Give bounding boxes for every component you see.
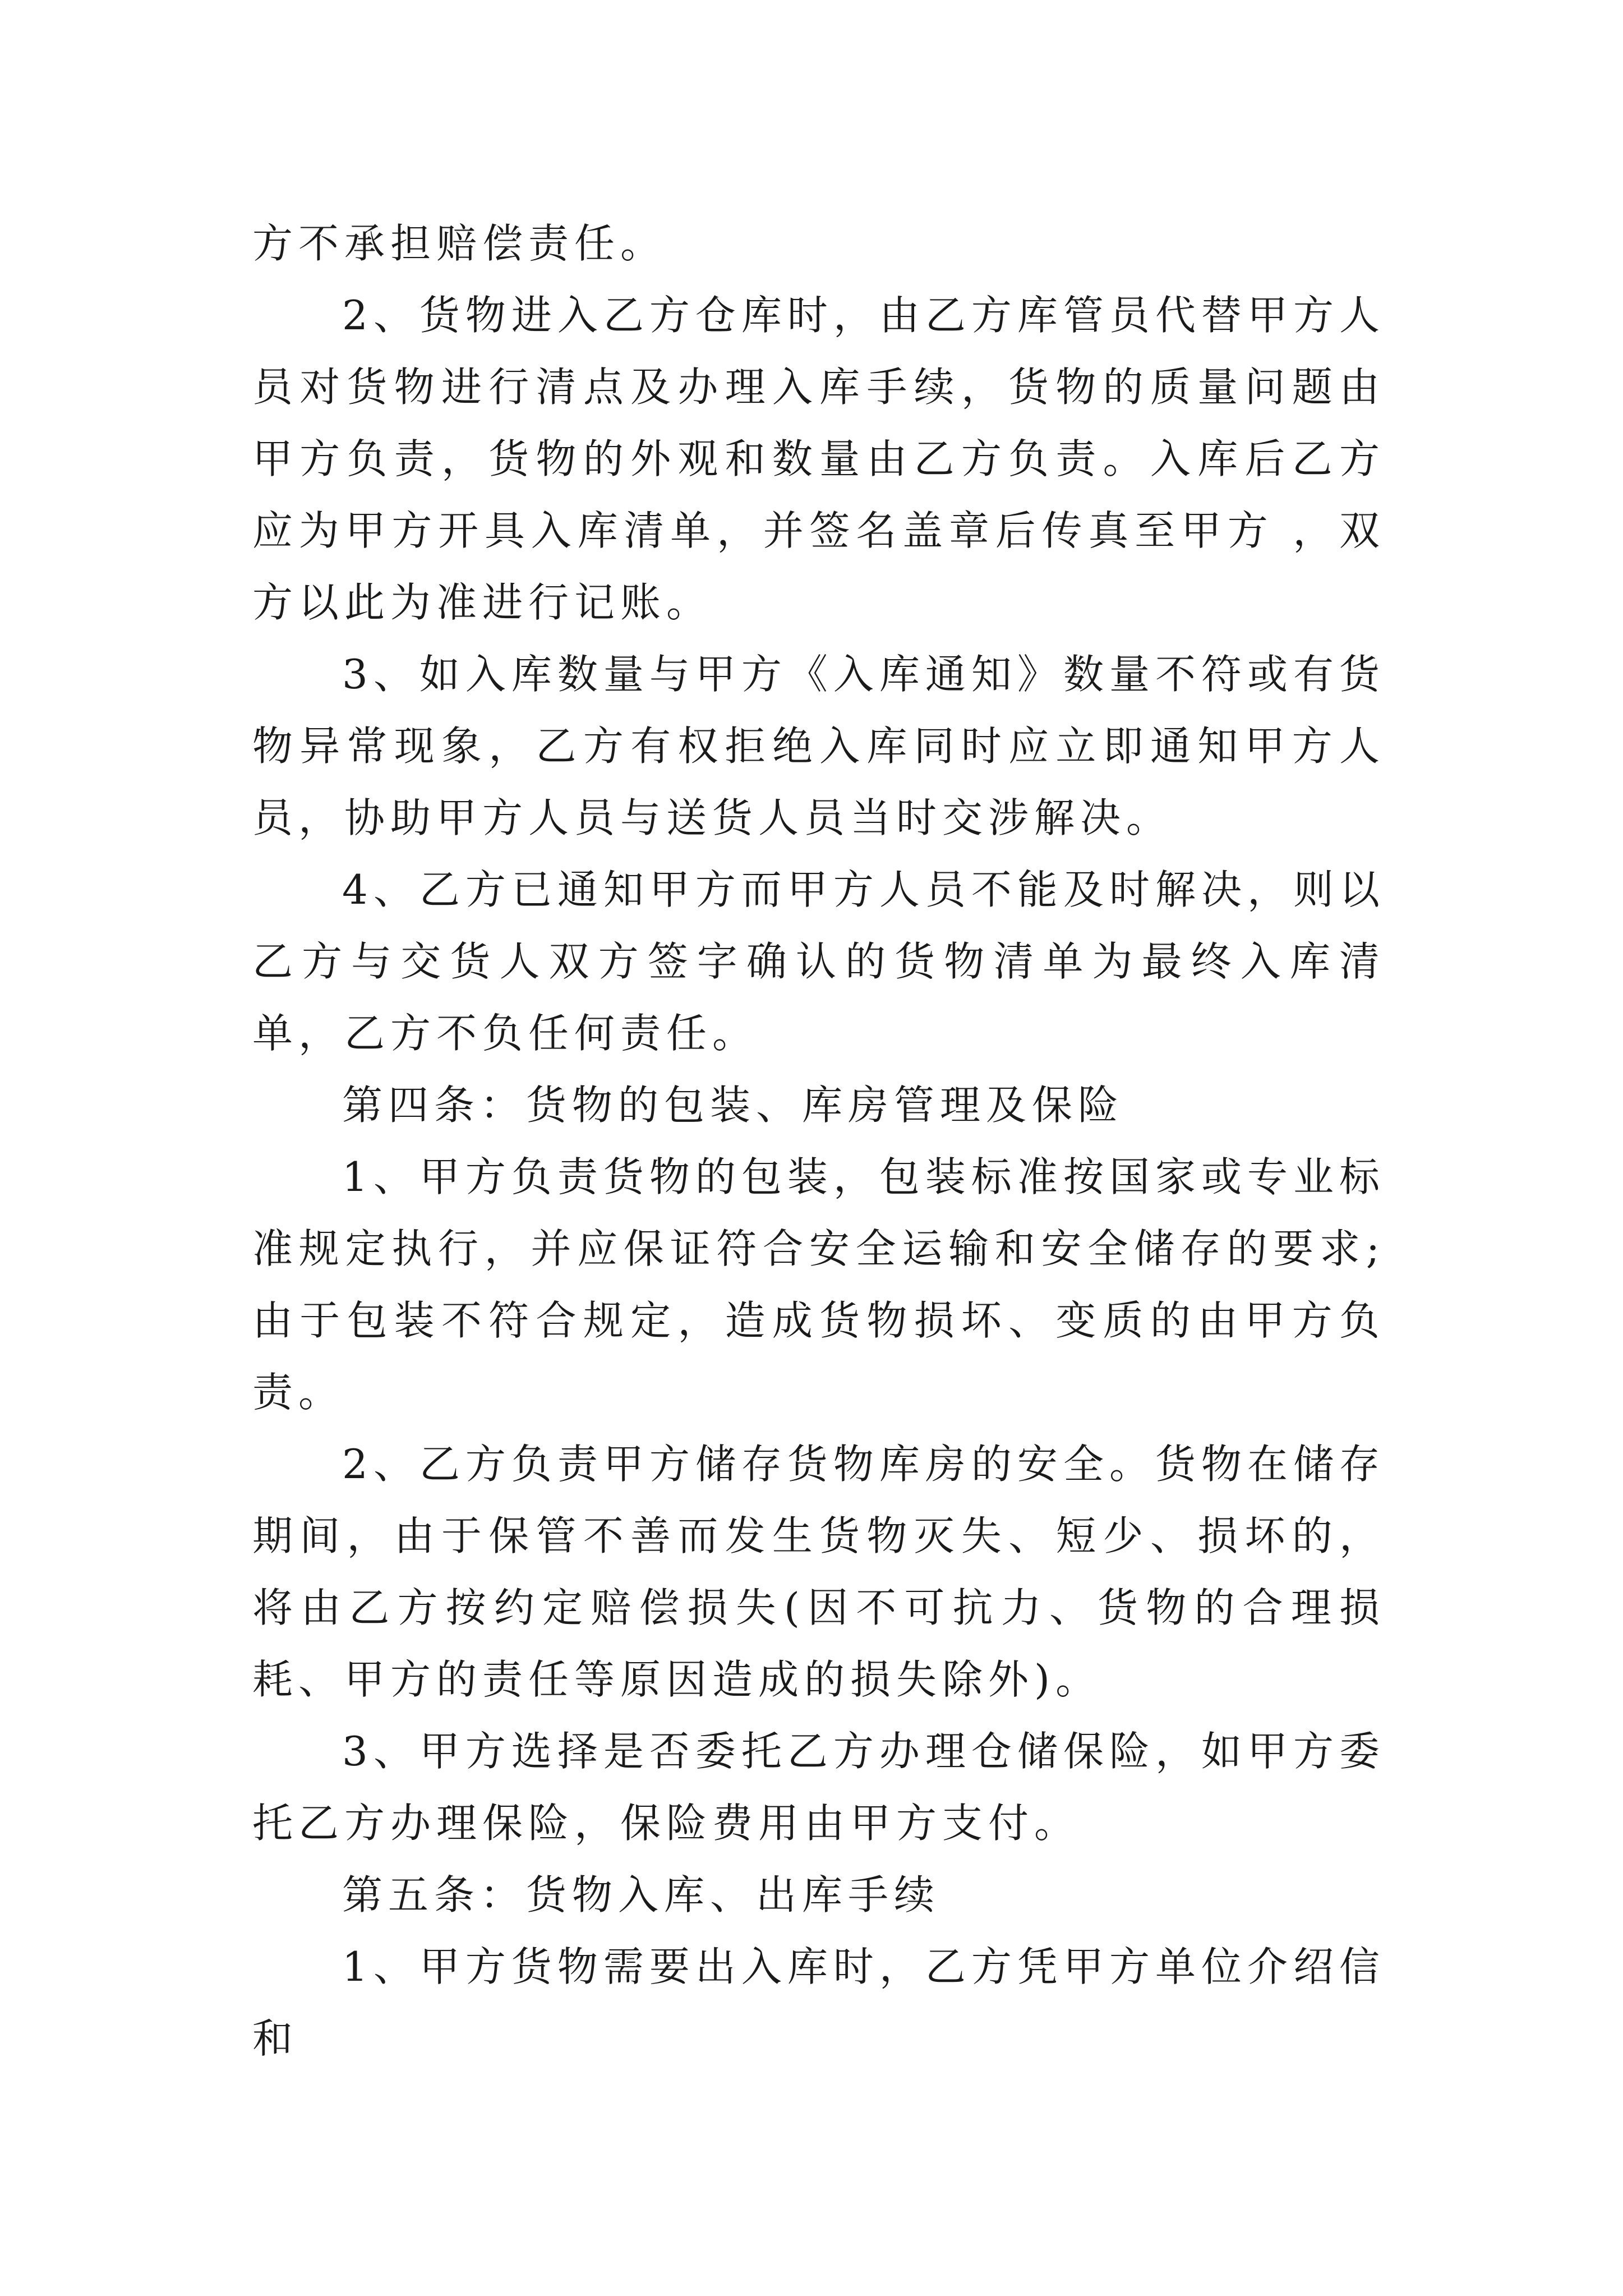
paragraph-clause-2-inbound-check: 2、货物进入乙方仓库时，由乙方库管员代替甲方人员对货物进行清点及办理入库手续，货物的质量问题由甲方负责，货物的外观和数量由乙方负责。入库后乙方应为甲方开具入库清单，并签名盖章后传真至甲方 ，双方以此为准进行记账。 bbox=[252, 292, 1385, 626]
paragraph-clause-3-quantity-mismatch: 3、如入库数量与甲方《入库通知》数量不符或有货物异常现象，乙方有权拒绝入库同时应立即通知甲方人员，协助甲方人员与送货人员当时交涉解决。 bbox=[252, 651, 1385, 841]
paragraph-article-4-clause-2: 2、乙方负责甲方储存货物库房的安全。货物在储存期间，由于保管不善而发生货物灭失、短少、损坏的，将由乙方按约定赔偿损失(因不可抗力、货物的合理损耗、甲方的责任等原因造成的损失除外)。 bbox=[252, 1441, 1385, 1703]
paragraph-article-5-clause-1: 1、甲方货物需要出入库时，乙方凭甲方单位介绍信和 bbox=[252, 1943, 1385, 2062]
paragraph-article-4-clause-3: 3、甲方选择是否委托乙方办理仓储保险，如甲方委托乙方办理保险，保险费用由甲方支付。 bbox=[252, 1728, 1385, 1847]
document-body bbox=[252, 208, 1385, 2074]
paragraph-continuation: 方不承担赔偿责任。 bbox=[252, 220, 667, 267]
paragraph-clause-4-final-list: 4、乙方已通知甲方而甲方人员不能及时解决，则以乙方与交货人双方签字确认的货物清单为最终入库清单，乙方不负任何责任。 bbox=[252, 866, 1385, 1057]
paragraph-article-4-clause-1: 1、甲方负责货物的包装，包装标准按国家或专业标准规定执行，并应保证符合安全运输和安全储存的要求;由于包装不符合规定，造成货物损坏、变质的由甲方负责。 bbox=[252, 1153, 1385, 1416]
section-heading-article-5: 第五条：货物入库、出库手续 bbox=[342, 1871, 940, 1918]
section-heading-article-4: 第四条：货物的包装、库房管理及保险 bbox=[342, 1082, 1124, 1129]
